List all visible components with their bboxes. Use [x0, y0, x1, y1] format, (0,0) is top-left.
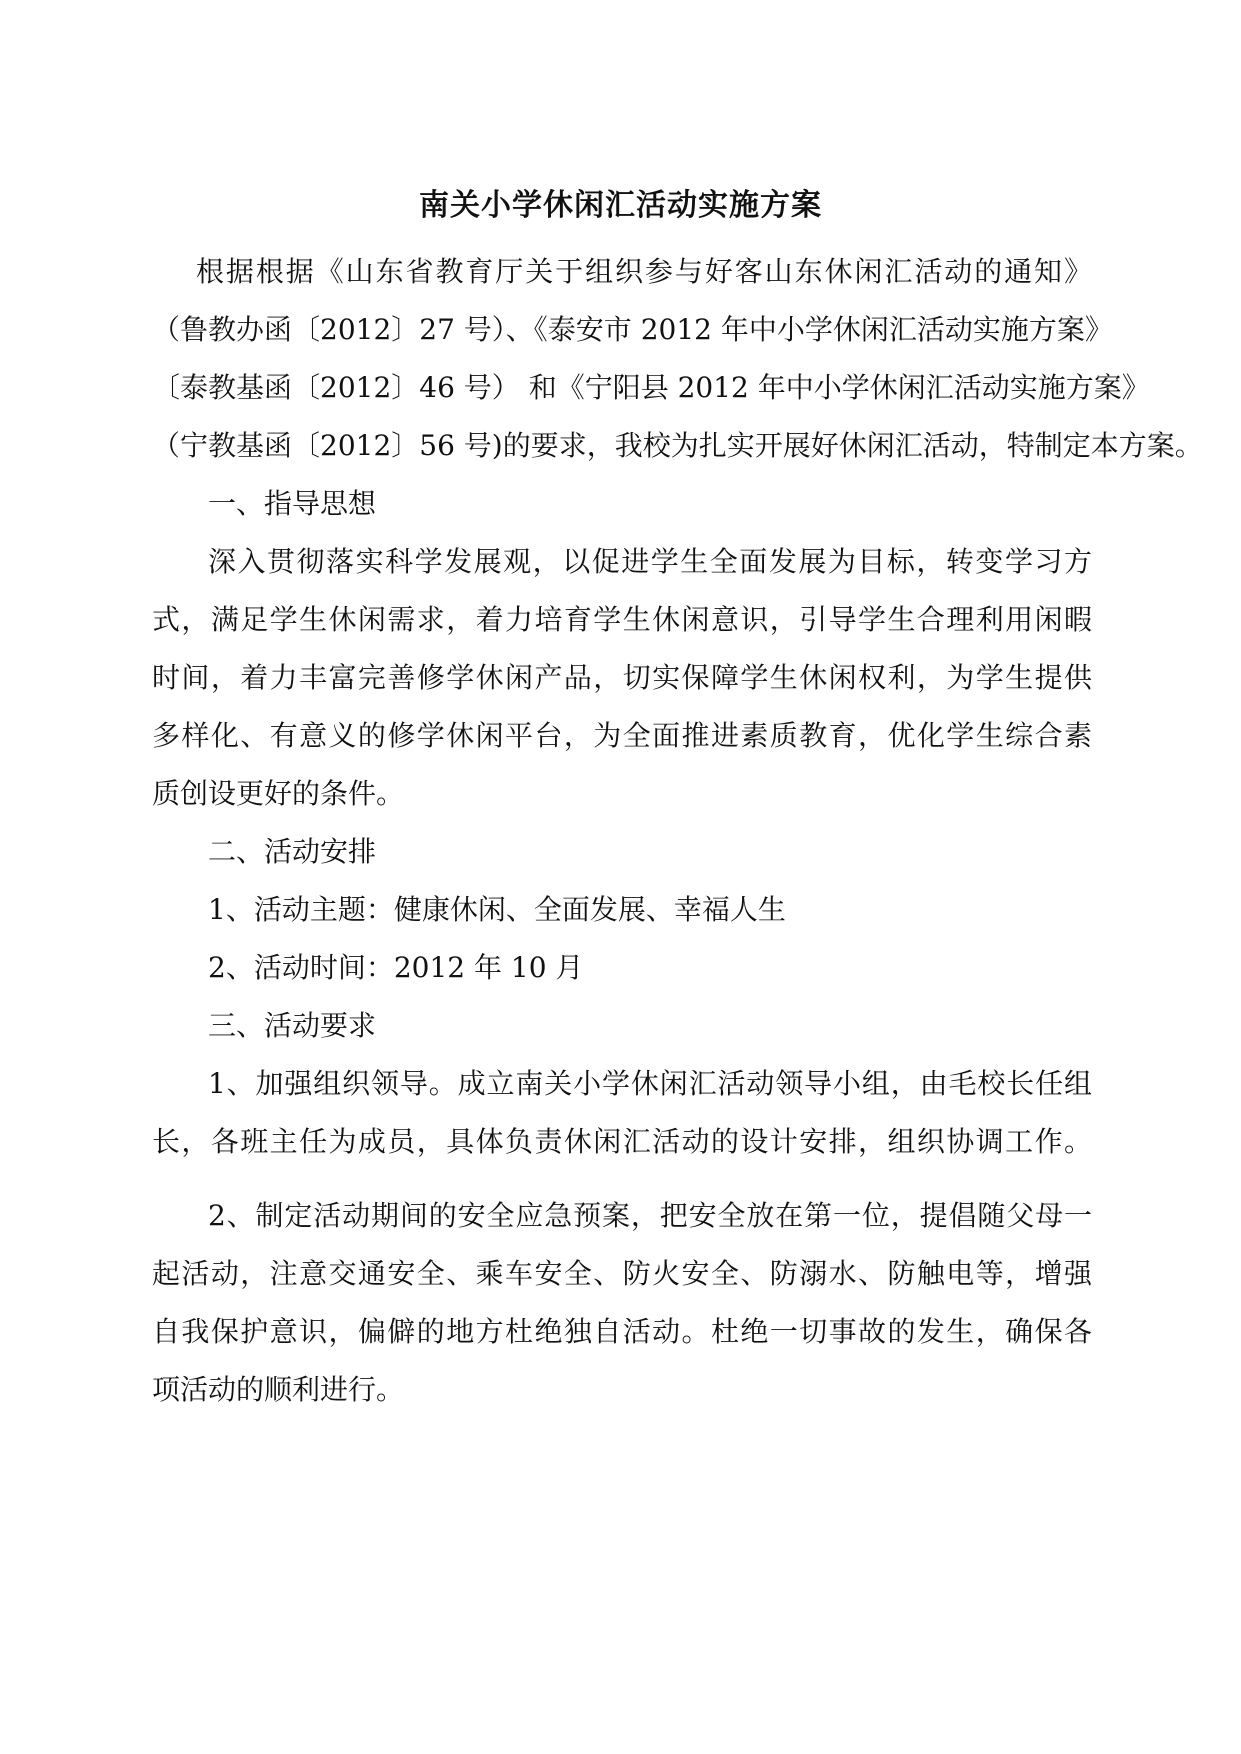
list-item: 2、活动时间：2012 年 10 月: [208, 951, 584, 984]
document-title: 南关小学休闲汇活动实施方案: [419, 188, 822, 223]
intro-line: 根据根据《山东省教育厅关于组织参与好客山东休闲汇活动的通知》: [196, 255, 1092, 288]
section-body-line: 项活动的顺利进行。: [152, 1373, 405, 1406]
section-body-line: 深入贯彻落实科学发展观，以促进学生全面发展为目标，转变学习方: [208, 545, 1092, 578]
section-body-line: 起活动，注意交通安全、乘车安全、防火安全、防溺水、防触电等，增强: [152, 1257, 1092, 1290]
section-body-line: 时间，着力丰富完善修学休闲产品，切实保障学生休闲权利，为学生提供: [152, 661, 1092, 694]
list-item: 1、活动主题：健康休闲、全面发展、幸福人生: [208, 893, 786, 926]
intro-line: 〔泰教基函〔2012〕46 号） 和《宁阳县 2012 年中小学休闲汇活动实施方案》: [152, 371, 1150, 404]
section-body-line: 质创设更好的条件。: [152, 777, 405, 810]
section-heading: 二、活动安排: [208, 835, 377, 868]
section-body-line: 多样化、有意义的修学休闲平台，为全面推进素质教育，优化学生综合素: [152, 719, 1092, 752]
section-heading: 一、指导思想: [208, 487, 377, 520]
intro-line: （宁教基函〔2012〕56 号)的要求，我校为扎实开展好休闲汇活动，特制定本方案。: [152, 429, 1203, 462]
section-heading: 三、活动要求: [208, 1009, 377, 1042]
section-body-line: 长，各班主任为成员，具体负责休闲汇活动的设计安排，组织协调工作。: [152, 1125, 1092, 1158]
section-body-line: 式，满足学生休闲需求，着力培育学生休闲意识，引导学生合理利用闲暇: [152, 603, 1092, 636]
intro-line: （鲁教办函〔2012〕27 号）、《泰安市 2012 年中小学休闲汇活动实施方案》: [152, 313, 1113, 346]
section-body-line: 1、加强组织领导。成立南关小学休闲汇活动领导小组，由毛校长任组: [208, 1067, 1092, 1100]
section-body-line: 2、制定活动期间的安全应急预案，把安全放在第一位，提倡随父母一: [208, 1199, 1092, 1232]
section-body-line: 自我保护意识，偏僻的地方杜绝独自活动。杜绝一切事故的发生，确保各: [152, 1315, 1092, 1348]
